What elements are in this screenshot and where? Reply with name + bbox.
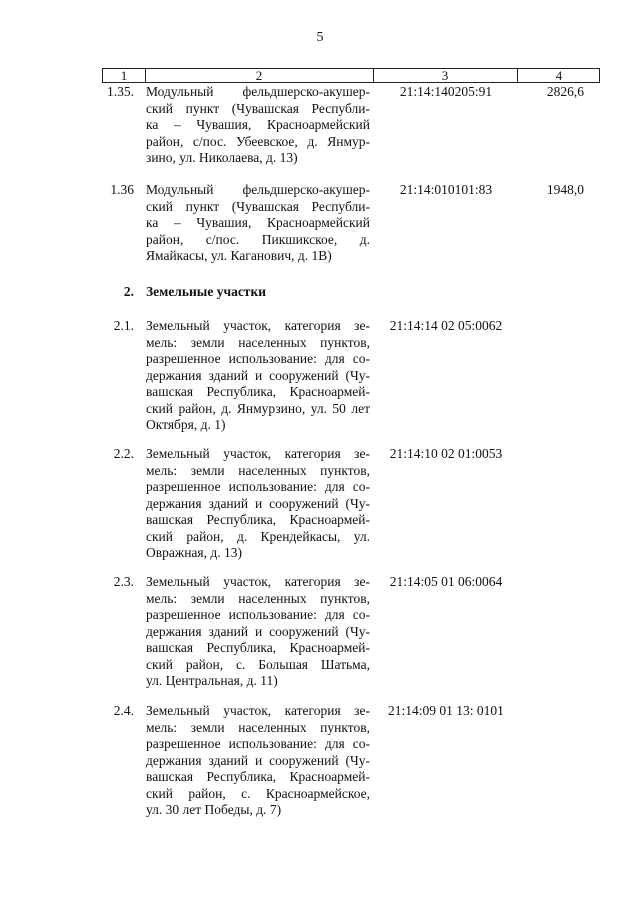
column-number-1: 1: [120, 68, 128, 83]
description-line: Октября, д. 1): [146, 417, 226, 432]
description-line: держания зданий и сооружений (Чу-: [146, 752, 370, 768]
area-value: 2826,6: [546, 84, 584, 99]
description-line: держания зданий и сооружений (Чу-: [146, 623, 370, 639]
description-line: Земельный участок, категория зе-: [146, 446, 370, 461]
cadastral-number: 21:14:140205:91: [399, 84, 493, 99]
cadastral-number: 21:14:05 01 06:0064: [389, 574, 503, 589]
description-line: ский пункт (Чувашская Республи-: [146, 100, 370, 116]
cadastral-number: 21:14:14 02 05:0062: [389, 318, 503, 333]
description-line: вашская Республика, Красноармей-: [146, 769, 370, 784]
row-description: [146, 574, 370, 690]
description-line: ул. Центральная, д. 11): [146, 673, 278, 688]
description-line: ка – Чувашия, Красноармейский: [146, 117, 370, 132]
description-line: держания зданий и сооружений (Чу-: [146, 367, 370, 383]
description-line: ул. 30 лет Победы, д. 7): [146, 802, 282, 817]
row-number: 1.36: [110, 182, 134, 197]
description-line: ский район, д. Крендейкасы, ул.: [146, 528, 370, 544]
row-description: [146, 703, 370, 819]
cadastral-number: 21:14:09 01 13: 0101: [388, 703, 504, 718]
column-number-2: 2: [255, 68, 263, 83]
row-description: [146, 318, 370, 434]
row-description: [146, 182, 370, 265]
description-line: Земельный участок, категория зе-: [146, 703, 370, 718]
description-line: ский район, с. Большая Шатьма,: [146, 656, 370, 672]
description-line: Земельный участок, категория зе-: [146, 318, 370, 333]
row-number: 2.4.: [113, 703, 134, 718]
description-line: разрешенное использование: для со-: [146, 479, 370, 494]
row-description: [146, 84, 370, 167]
description-line: ский район, с. Красноармейское,: [146, 785, 370, 801]
description-line: мель: земли населенных пунктов,: [146, 719, 370, 735]
row-number: 2.1.: [113, 318, 134, 333]
cadastral-number: 21:14:010101:83: [399, 182, 493, 197]
description-line: ский район, д. Янмурзино, ул. 50 лет: [146, 400, 370, 416]
description-line: район, с/пос. Пикшикское, д.: [146, 231, 370, 247]
description-line: мель: земли населенных пунктов,: [146, 334, 370, 350]
description-line: район, с/пос. Убеевское, д. Янмур-: [146, 133, 370, 149]
description-line: ка – Чувашия, Красноармейский: [146, 215, 370, 230]
section-number: 2.: [123, 284, 134, 299]
row-number: 2.2.: [113, 446, 134, 461]
description-line: разрешенное использование: для со-: [146, 351, 370, 366]
column-number-3: 3: [441, 68, 449, 83]
description-line: держания зданий и сооружений (Чу-: [146, 495, 370, 511]
description-line: мель: земли населенных пунктов,: [146, 590, 370, 606]
description-line: разрешенное использование: для со-: [146, 607, 370, 622]
cadastral-number: 21:14:10 02 01:0053: [389, 446, 503, 461]
row-number: 1.35.: [107, 84, 134, 99]
description-line: Овражная, д. 13): [146, 545, 242, 560]
description-line: зино, ул. Николаева, д. 13): [146, 150, 298, 165]
row-number: 2.3.: [113, 574, 134, 589]
table-column-header: [102, 68, 600, 83]
area-value: 1948,0: [546, 182, 584, 197]
description-line: мель: земли населенных пунктов,: [146, 462, 370, 478]
page-number: 5: [316, 30, 324, 45]
description-line: Ямайкасы, ул. Каганович, д. 1В): [146, 248, 332, 263]
description-line: Модульный фельдшерско-акушер-: [146, 84, 370, 99]
description-line: ский пункт (Чувашская Республи-: [146, 198, 370, 214]
description-line: вашская Республика, Красноармей-: [146, 640, 370, 655]
column-number-4: 4: [555, 68, 563, 83]
section-title: Земельные участки: [146, 284, 266, 299]
description-line: Земельный участок, категория зе-: [146, 574, 370, 589]
description-line: разрешенное использование: для со-: [146, 736, 370, 751]
description-line: Модульный фельдшерско-акушер-: [146, 182, 370, 197]
row-description: [146, 446, 370, 562]
description-line: вашская Республика, Красноармей-: [146, 384, 370, 399]
description-line: вашская Республика, Красноармей-: [146, 512, 370, 527]
